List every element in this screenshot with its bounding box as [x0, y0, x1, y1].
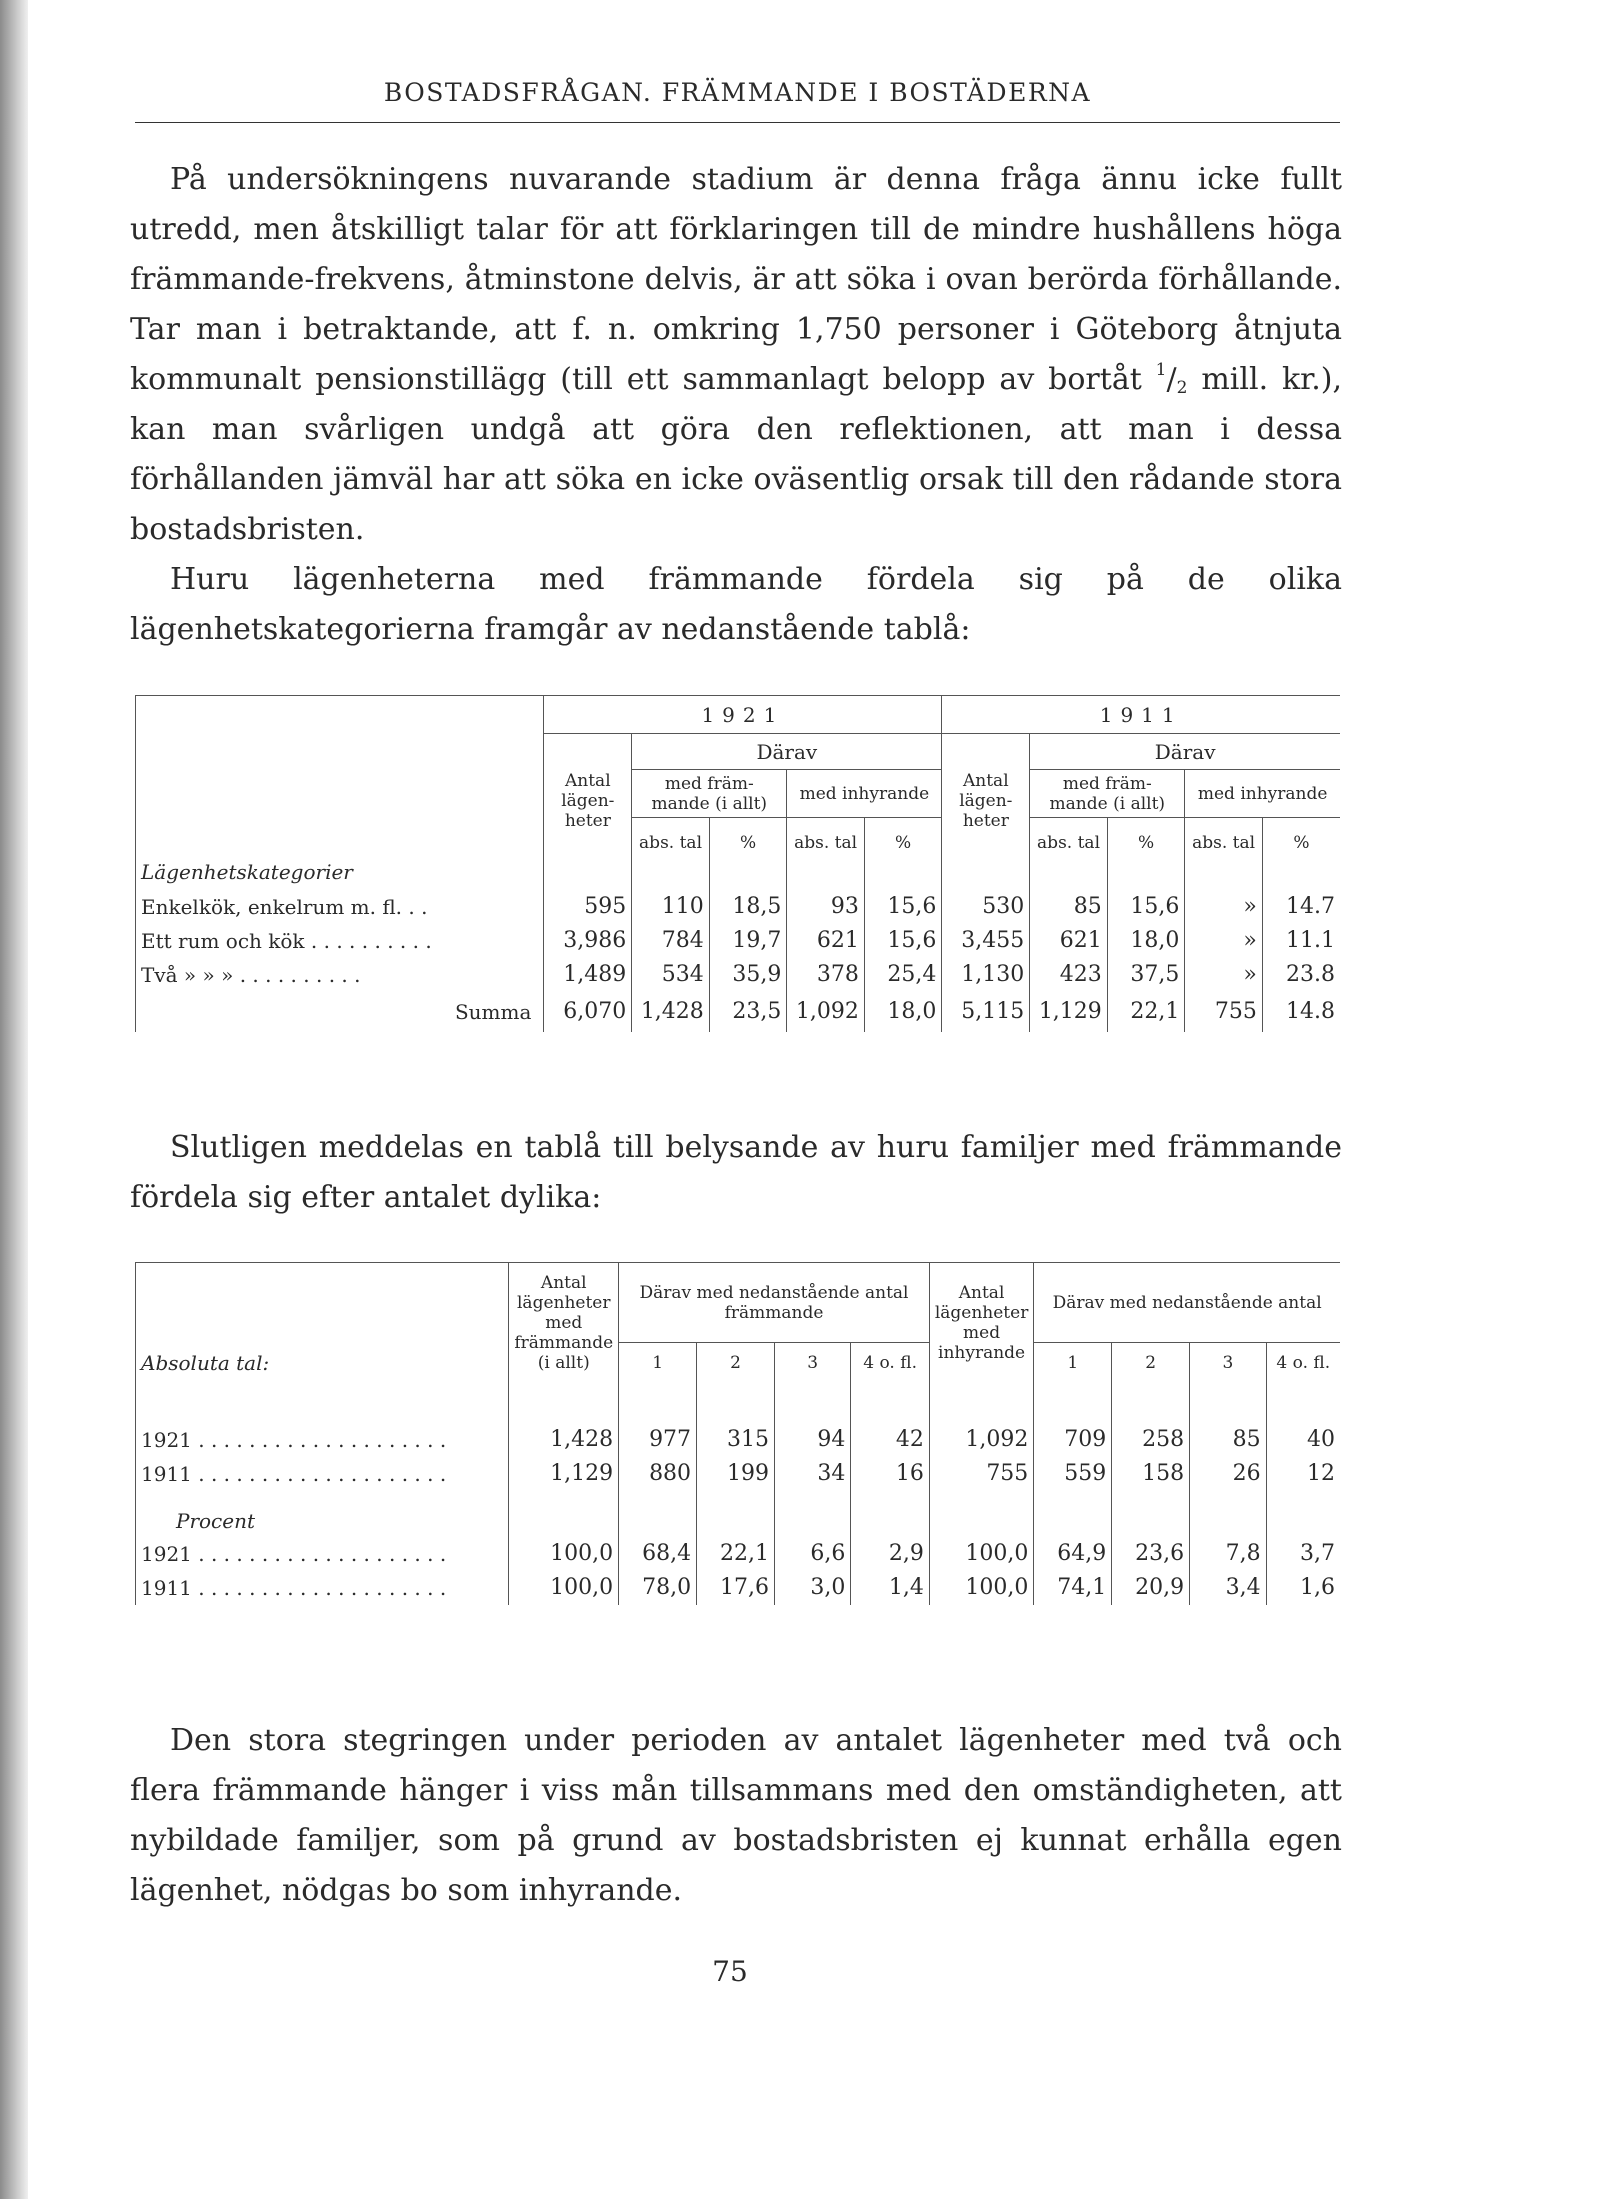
absoluta-label: Absoluta tal:: [141, 1350, 270, 1375]
med-frammande-1911: med främ-mande (i allt): [1030, 770, 1185, 818]
abs-tal-head: abs. tal: [787, 818, 865, 868]
darav-inhyrande-head: Därav med nedanstående antal: [1034, 1263, 1340, 1343]
summa-row: Summa 6,070 1,428 23,5 1,092 18,0 5,115 1,129 22,1 755 14.8: [136, 992, 1341, 1032]
paragraph-1: På undersökningens nuvarande stadium är denna fråga ännu icke fullt utredd, men åtskilligt talar för att förklaringen till de mindre hushållens höga främmande-frekvens, åtminstone delvis, är att söka i ovan berörda förhållande. Tar man i betraktande, att f. n. omkring 1,750 personer i Göteborg åtnjuta kommunalt pensionstillägg (till ett sammanlagt belopp av bortåt $^1/_2$ mill. kr.), kan man svårligen undgå att göra den reflektionen, att man i dessa förhållanden jämväl har att söka en icke oväsentlig orsak till den rådande stora bostadsbristen.: [130, 162, 1342, 547]
year-1911: 1911: [942, 696, 1340, 734]
paragraph-2: Huru lägenheterna med främmande fördela sig på de olika lägenhetskategorierna framgår av nedanstående tablå:: [130, 562, 1342, 647]
category-label: Lägenhetskategorier: [141, 859, 353, 884]
page-edge-shadow: [0, 0, 28, 2199]
table-row: 1911 . . . . . . . . . . . . . . . . . . . . 1,129 880 199 34 16 755 559 158 26 12: [136, 1457, 1341, 1491]
running-head: BOSTADSFRÅGAN. FRÄMMANDE I BOSTÄDERNA: [383, 78, 1092, 107]
pct-head: %: [1262, 818, 1340, 868]
abs-tal-head: abs. tal: [1185, 818, 1263, 868]
med-inhyrande-1911: med inhyrande: [1185, 770, 1340, 818]
table-row: 1911 . . . . . . . . . . . . . . . . . . . . 100,0 78,0 17,6 3,0 1,4 100,0 74,1 20,9 3,4 1,6: [136, 1571, 1341, 1605]
col-antal-frammande: Antal lägenheter med främmande (i allt): [509, 1263, 619, 1383]
table-row: Enkelkök, enkelrum m. fl. . . 595 110 18,5 93 15,6 530 85 15,6 » 14.7: [136, 890, 1341, 924]
paragraph-4: Den stora stegringen under perioden av antalet lägenheter med två och flera främmande hänger i viss mån tillsammans med den omständigheten, att nybildade familjer, som på grund av bostadsbristen ej kunnat erhålla egen lägenhet, nödgas bo som inhyrande.: [130, 1723, 1342, 1908]
page-number: 75: [712, 1955, 748, 1988]
table-row: 1921 . . . . . . . . . . . . . . . . . . . . 1,428 977 315 94 42 1,092 709 258 85 40: [136, 1423, 1341, 1457]
pct-head: %: [1107, 818, 1185, 868]
col-antal-1921: Antal lägen-heter: [544, 734, 632, 868]
darav-frammande-head: Därav med nedanstående antal främmande: [619, 1263, 930, 1343]
darav-1911: Därav: [1030, 734, 1340, 770]
med-frammande-1921: med främ-mande (i allt): [632, 770, 787, 818]
col-antal-inhyrande: Antal lägenheter med inhyrande: [929, 1263, 1033, 1383]
header-rule: [135, 122, 1340, 123]
pct-head: %: [864, 818, 942, 868]
table-apartment-categories: [135, 695, 1340, 1032]
abs-tal-head: abs. tal: [1030, 818, 1108, 868]
darav-1921: Därav: [632, 734, 942, 770]
procent-label: Procent: [176, 1508, 256, 1533]
col-antal-1911: Antal lägen-heter: [942, 734, 1030, 868]
paragraph-intro: [130, 155, 1342, 655]
med-inhyrande-1921: med inhyrande: [787, 770, 942, 818]
table-row: 1921 . . . . . . . . . . . . . . . . . . . . 100,0 68,4 22,1 6,6 2,9 100,0 64,9 23,6 7,8 3,7: [136, 1537, 1341, 1571]
table-families-with-lodgers: Absoluta tal: Antal lägenheter med främmande (i allt) Därav med nedanstående antal främmande Antal lägenheter med inhyrande Därav med nedanstående antal 1 2 3 4 o. fl. 1 2 3 4 o. fl. 1921 . . . . . . . . . . . . . . . . . . . . 1,428 977 315 94 42 1,092 709 258 85 40 1911 . . . . . . . . . . . . . . . . . . . . 1,129 880 199 34 16 755 559 158 26 12 Procent 1921 . . . . . . . . . . . . . . . . . . . . 100,0 68,4 22,1 6,6 2,9 100,0 64,9 23,6 7,8 3,7 1911 . . . . . . . . . . . . . . . . . . . . 100,0 78,0 17,6 3,0 1,4 100,0 74,1 20,9 3,4 1,6: [135, 1262, 1340, 1605]
abs-tal-head: abs. tal: [632, 818, 710, 868]
year-1921: 1921: [544, 696, 942, 734]
table-row: Ett rum och kök . . . . . . . . . . 3,986 784 19,7 621 15,6 3,455 621 18,0 » 11.1: [136, 924, 1341, 958]
pct-head: %: [709, 818, 787, 868]
table-row: Två » » » . . . . . . . . . . 1,489 534 35,9 378 25,4 1,130 423 37,5 » 23.8: [136, 958, 1341, 992]
paragraph-3: Slutligen meddelas en tablå till belysande av huru familjer med främmande fördela sig efter antalet dylika:: [130, 1130, 1342, 1215]
